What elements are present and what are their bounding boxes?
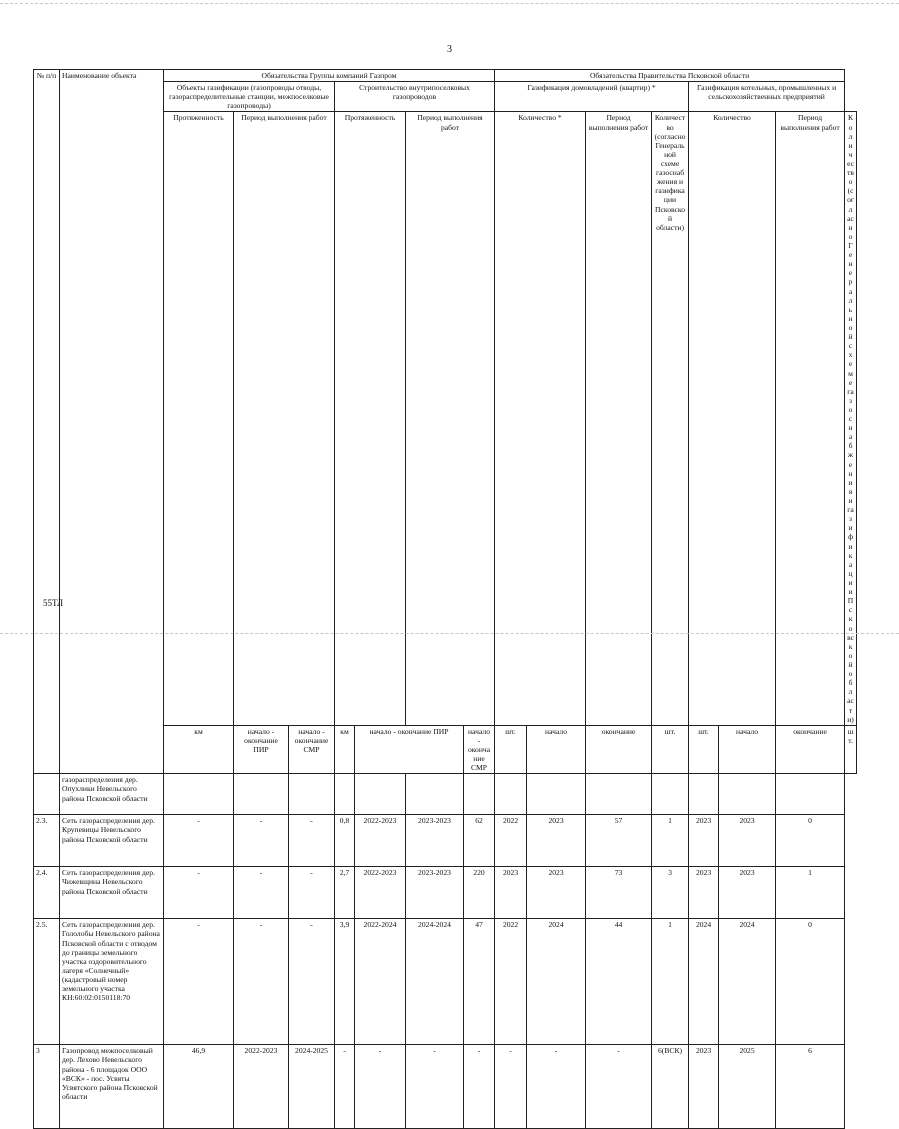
row-length-1: - [164, 815, 234, 867]
row-pir-2: 2022-2023 [355, 815, 406, 867]
row-households-start [495, 774, 527, 815]
unit-pcs-4: шт. [845, 725, 857, 774]
row-households-qty: 62 [464, 815, 495, 867]
row-smr-1: - [289, 867, 335, 919]
row-boilers-scheme [776, 774, 845, 815]
table-row [34, 1045, 857, 1129]
row-households-start: 2023 [495, 867, 527, 919]
row-num [34, 774, 60, 815]
row-boilers-qty: 3 [652, 867, 689, 919]
row-num: 2.5. [34, 919, 60, 1045]
row-name: Сеть газораспределения дер. Чижевщина Невельского района Псковской области [60, 867, 164, 919]
row-smr-1: - [289, 815, 335, 867]
row-pir-1: 2022-2023 [234, 1045, 289, 1129]
header-row-groups [34, 70, 857, 82]
unit-end-1: окончание [586, 725, 652, 774]
row-smr-1: - [289, 919, 335, 1045]
header-col-general-scheme-1: Количество (согласно Генеральной схеме газоснабжения и газификации Псковской области) [652, 112, 689, 725]
unit-km-2: км [335, 725, 355, 774]
row-boilers-scheme: 1 [776, 867, 845, 919]
row-boilers-start [689, 774, 719, 815]
row-name: газораспределения дер. Опухлики Невельского района Псковской области [60, 774, 164, 815]
row-boilers-end: 2023 [719, 815, 776, 867]
row-households-end: - [527, 1045, 586, 1129]
row-households-scheme: - [586, 1045, 652, 1129]
row-households-start: 2022 [495, 919, 527, 1045]
table-row [34, 815, 857, 867]
unit-km-1: км [164, 725, 234, 774]
header-col-length-2: Протяженность [335, 112, 406, 725]
unit-smr-2: начало - окончание СМР [464, 725, 495, 774]
row-length-1 [164, 774, 234, 815]
unit-smr-1: начало - окончание СМР [289, 725, 335, 774]
row-households-qty [464, 774, 495, 815]
header-sub-objects: Объекты газификации (газопроводы отводы, газораспределительные станции, межпоселковые газопроводы) [164, 82, 335, 112]
header-sub-households: Газификация домовладений (квартир) * [495, 82, 689, 112]
header-col-period-works-2: Период выполнения работ [406, 112, 495, 725]
row-households-scheme: 44 [586, 919, 652, 1045]
table-row [34, 919, 857, 1045]
header-col-period-3: Период выполнения работ [586, 112, 652, 725]
row-length-1: - [164, 919, 234, 1045]
header-col-quantity-star: Количество * [495, 112, 586, 725]
row-households-scheme: 73 [586, 867, 652, 919]
row-households-end: 2024 [527, 919, 586, 1045]
row-smr-1: 2024-2025 [289, 1045, 335, 1129]
row-pir-2: 2022-2023 [355, 867, 406, 919]
scan-top-edge [0, 3, 899, 4]
unit-end-2: окончание [776, 725, 845, 774]
row-length-2: - [335, 1045, 355, 1129]
gasification-table [33, 69, 857, 1129]
unit-start-1: начало [527, 725, 586, 774]
row-length-2 [335, 774, 355, 815]
row-boilers-qty: 1 [652, 919, 689, 1045]
row-boilers-end: 2023 [719, 867, 776, 919]
row-households-qty: - [464, 1045, 495, 1129]
header-sub-boilers: Газификация котельных, промышленных и сельскохозяйственных предприятий [689, 82, 845, 112]
row-pir-2 [355, 774, 406, 815]
header-pskov-group: Обязательства Правительства Псковской области [495, 70, 845, 82]
footer-mark: 55ТЛ [43, 598, 64, 608]
row-num: 2.4. [34, 867, 60, 919]
header-gazprom-group: Обязательства Группы компаний Газпром [164, 70, 495, 82]
row-boilers-scheme: 0 [776, 815, 845, 867]
row-households-qty: 220 [464, 867, 495, 919]
row-pir-1: - [234, 919, 289, 1045]
unit-pir-2: начало - окончание ПИР [355, 725, 464, 774]
row-length-1: 46,9 [164, 1045, 234, 1129]
row-pir-1: - [234, 815, 289, 867]
table-row [34, 867, 857, 919]
row-households-scheme: 57 [586, 815, 652, 867]
row-pir-1 [234, 774, 289, 815]
unit-pcs-2: шт. [652, 725, 689, 774]
row-boilers-scheme: 0 [776, 919, 845, 1045]
row-boilers-qty: 6(ВСК) [652, 1045, 689, 1129]
row-households-start: 2022 [495, 815, 527, 867]
row-smr-2: 2023-2023 [406, 815, 464, 867]
header-col-quantity: Количество [689, 112, 776, 725]
row-boilers-qty: 1 [652, 815, 689, 867]
row-num: 2.3. [34, 815, 60, 867]
header-sub-construction: Строительство внутрипоселковых газопроводов [335, 82, 495, 112]
row-households-end [527, 774, 586, 815]
row-households-end: 2023 [527, 815, 586, 867]
row-smr-2: - [406, 1045, 464, 1129]
unit-pcs-1: шт. [495, 725, 527, 774]
header-col-period-4: Период выполнения работ [776, 112, 845, 725]
row-boilers-start: 2023 [689, 815, 719, 867]
row-boilers-end [719, 774, 776, 815]
scan-bottom-edge [0, 633, 899, 634]
header-num: № п/п [34, 70, 60, 774]
table-row [34, 774, 857, 815]
row-households-scheme [586, 774, 652, 815]
row-households-start: - [495, 1045, 527, 1129]
row-boilers-start: 2024 [689, 919, 719, 1045]
row-length-2: 2,7 [335, 867, 355, 919]
row-smr-2 [406, 774, 464, 815]
header-col-length-1: Протяженность [164, 112, 234, 725]
row-name: Сеть газораспределения дер. Крупевицы Невельского района Псковской области [60, 815, 164, 867]
row-length-2: 0,8 [335, 815, 355, 867]
row-pir-2: 2022-2024 [355, 919, 406, 1045]
row-boilers-qty [652, 774, 689, 815]
row-pir-1: - [234, 867, 289, 919]
row-households-qty: 47 [464, 919, 495, 1045]
header-col-period-works-1: Период выполнения работ [234, 112, 335, 725]
header-col-general-scheme-2: Количество (согласно Генеральной схеме газоснабжения и газификации Псковской области) [845, 112, 857, 725]
row-name: Газопровод межпоселковый дер. Лехово Невельского района - 6 площадок ООО «ВСК» - пос. Усвяты Усвятского района Псковской области [60, 1045, 164, 1129]
row-boilers-end: 2025 [719, 1045, 776, 1129]
row-boilers-scheme: 6 [776, 1045, 845, 1129]
row-boilers-start: 2023 [689, 1045, 719, 1129]
unit-pir-1: начало - окончание ПИР [234, 725, 289, 774]
row-boilers-end: 2024 [719, 919, 776, 1045]
page-number: 3 [447, 44, 452, 55]
row-smr-1 [289, 774, 335, 815]
header-name: Наименование объекта [60, 70, 164, 774]
unit-pcs-3: шт. [689, 725, 719, 774]
row-boilers-start: 2023 [689, 867, 719, 919]
row-length-1: - [164, 867, 234, 919]
row-num: 3 [34, 1045, 60, 1129]
row-name: Сеть газораспределения дер. Гололобы Невельского района Псковской области с отводом до границы земельного участка оздоровительного лагеря «Солнечный» (кадастровый номер земельного участка КН:60:02:0150118:70 [60, 919, 164, 1045]
row-pir-2: - [355, 1045, 406, 1129]
row-smr-2: 2023-2023 [406, 867, 464, 919]
unit-start-2: начало [719, 725, 776, 774]
row-smr-2: 2024-2024 [406, 919, 464, 1045]
row-households-end: 2023 [527, 867, 586, 919]
row-length-2: 3,9 [335, 919, 355, 1045]
